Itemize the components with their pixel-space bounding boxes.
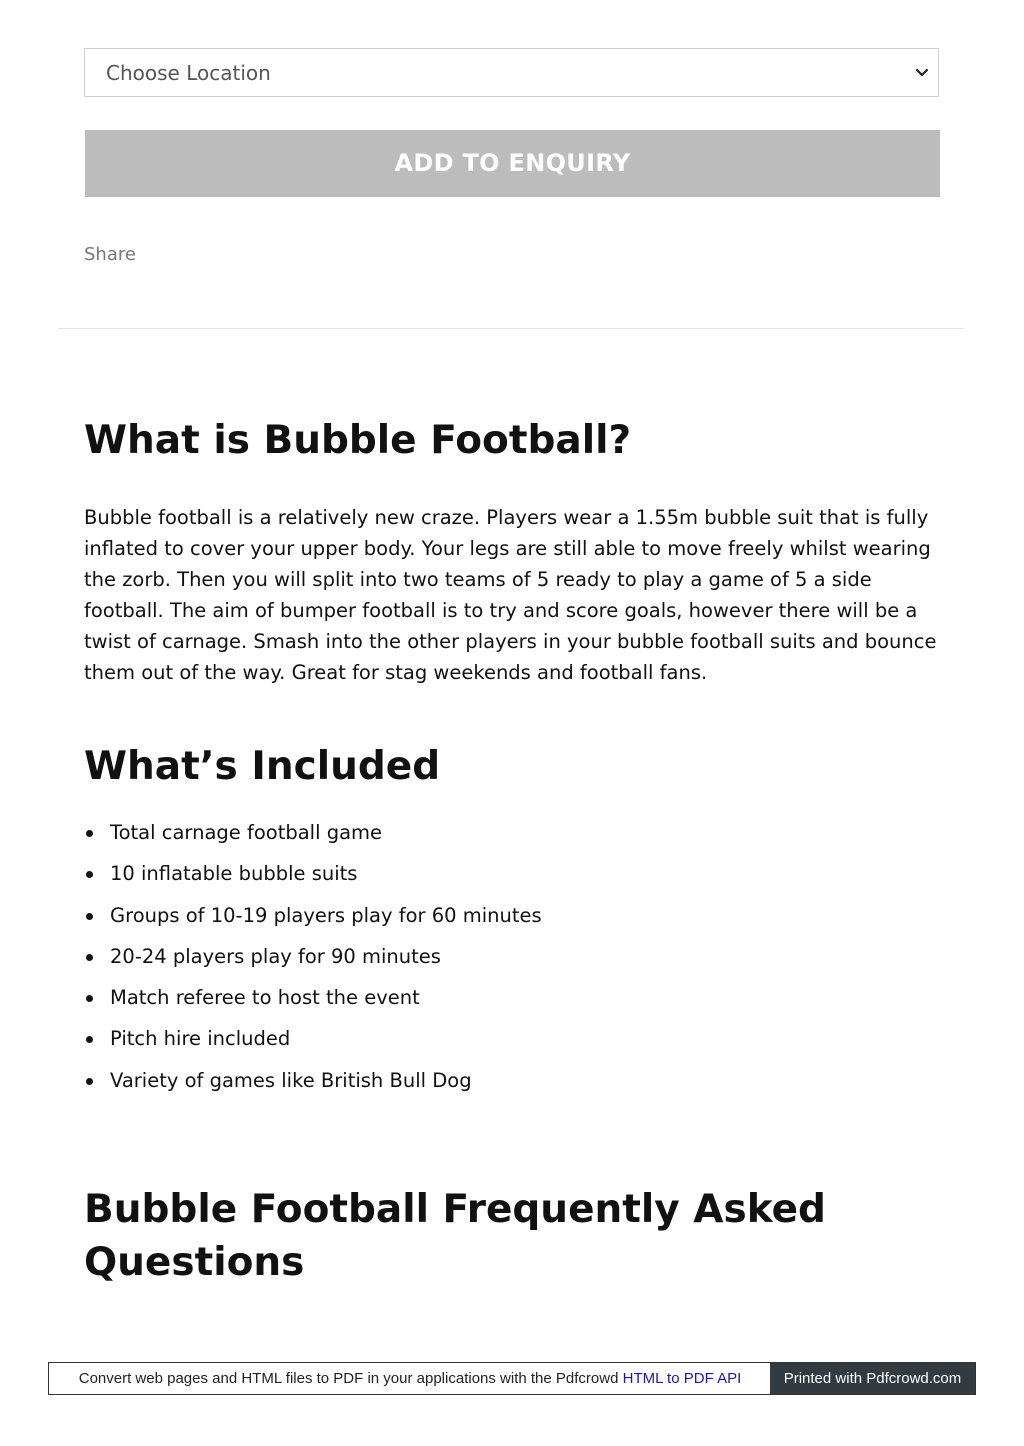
section-divider	[58, 328, 964, 329]
included-list	[84, 816, 542, 1105]
share-link[interactable]: Share	[84, 244, 136, 265]
list-item-text: Groups of 10-19 players play for 60 minutes	[110, 903, 542, 927]
chevron-down-icon	[912, 61, 932, 85]
list-item	[84, 1022, 542, 1063]
list-item-text: Match referee to host the event	[110, 986, 420, 1010]
footer-text: Convert web pages and HTML files to PDF in your applications with the Pdfcrowd	[78, 1370, 623, 1387]
bullet-icon	[86, 830, 93, 837]
list-item	[84, 899, 542, 940]
html-to-pdf-api-link[interactable]: HTML to PDF API	[622, 1370, 742, 1387]
list-item	[84, 1064, 542, 1105]
location-select[interactable]	[84, 48, 939, 97]
bullet-icon	[86, 995, 93, 1002]
list-item-text: Pitch hire included	[110, 1027, 291, 1051]
location-select-value: Choose Location	[106, 61, 271, 85]
bullet-icon	[86, 954, 93, 961]
footer-convert-text	[49, 1363, 771, 1394]
add-to-enquiry-button[interactable]: ADD TO ENQUIRY	[85, 130, 940, 197]
list-item	[84, 857, 542, 898]
bullet-icon	[86, 913, 93, 920]
list-item-text: 10 inflatable bubble suits	[110, 862, 358, 886]
list-item	[84, 940, 542, 981]
pdfcrowd-footer	[48, 1362, 976, 1395]
what-is-description: Bubble football is a relatively new craze. Players wear a 1.55m bubble suit that is fully inflated to cover your upper body. Your legs are still able to move freely whilst wearing the zorb. Then you will split into two teams of 5 ready to play a game of 5 a side football. The aim of bumper football is to try and score goals, however there will be a twist of carnage. Smash into the other players in your bubble football suits and bounce them out of the way. Great for stag weekends and football fans.	[84, 506, 937, 684]
what-is-heading: What is Bubble Football?	[84, 418, 632, 463]
bullet-icon	[86, 1078, 93, 1085]
bullet-icon	[86, 871, 93, 878]
faq-heading: Bubble Football Frequently Asked Questions	[84, 1187, 826, 1285]
list-item	[84, 816, 542, 857]
list-item	[84, 981, 542, 1022]
printed-with-pdfcrowd-link[interactable]: Printed with Pdfcrowd.com	[770, 1363, 975, 1394]
bullet-icon	[86, 1036, 93, 1043]
list-item-text: 20-24 players play for 90 minutes	[110, 944, 441, 968]
list-item-text: Total carnage football game	[110, 821, 383, 844]
whats-included-heading: What’s Included	[84, 744, 441, 789]
list-item-text: Variety of games like British Bull Dog	[110, 1068, 472, 1092]
